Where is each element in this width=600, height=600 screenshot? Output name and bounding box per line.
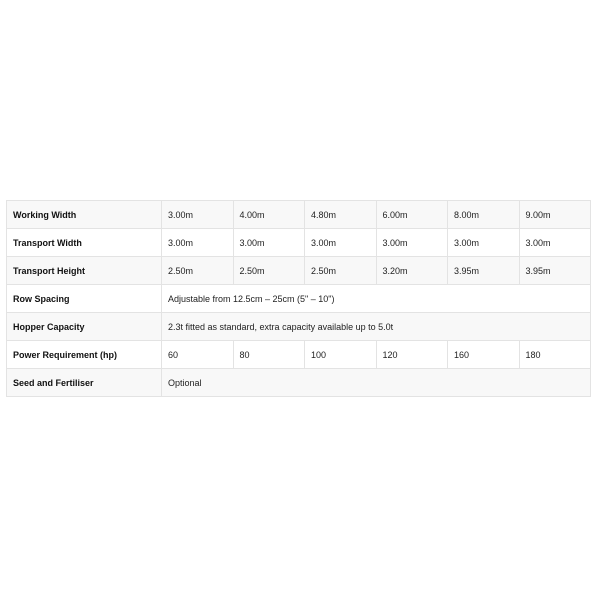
spec-value-cell: 180 — [519, 341, 591, 369]
spec-value-cell: 80 — [233, 341, 305, 369]
spec-row — [7, 201, 591, 229]
spec-row — [7, 313, 591, 341]
spec-value-cell: 160 — [448, 341, 520, 369]
spec-value-cell: 6.00m — [376, 201, 448, 229]
spec-value-cell: 3.00m — [162, 229, 234, 257]
spec-row-label: Seed and Fertiliser — [7, 369, 162, 397]
spec-row — [7, 369, 591, 397]
spec-row-label: Transport Height — [7, 257, 162, 285]
spec-row — [7, 285, 591, 313]
spec-value-cell: 100 — [305, 341, 377, 369]
spec-value-cell-merged: 2.3t fitted as standard, extra capacity available up to 5.0t — [162, 313, 591, 341]
spec-value-cell: 4.00m — [233, 201, 305, 229]
spec-value-cell: 3.00m — [448, 229, 520, 257]
spec-value-cell: 2.50m — [162, 257, 234, 285]
spec-row — [7, 341, 591, 369]
spec-row-label: Hopper Capacity — [7, 313, 162, 341]
spec-value-cell: 3.95m — [519, 257, 591, 285]
spec-value-cell: 3.00m — [519, 229, 591, 257]
spec-row-label: Power Requirement (hp) — [7, 341, 162, 369]
spec-value-cell-merged: Adjustable from 12.5cm – 25cm (5" – 10") — [162, 285, 591, 313]
spec-row-label: Working Width — [7, 201, 162, 229]
spec-row-label: Row Spacing — [7, 285, 162, 313]
spec-value-cell-merged: Optional — [162, 369, 591, 397]
spec-row-label: Transport Width — [7, 229, 162, 257]
spec-value-cell: 4.80m — [305, 201, 377, 229]
spec-value-cell: 3.95m — [448, 257, 520, 285]
spec-value-cell: 3.20m — [376, 257, 448, 285]
spec-value-cell: 3.00m — [162, 201, 234, 229]
spec-value-cell: 2.50m — [305, 257, 377, 285]
spec-value-cell: 8.00m — [448, 201, 520, 229]
spec-value-cell: 3.00m — [233, 229, 305, 257]
spec-value-cell: 120 — [376, 341, 448, 369]
specifications-table — [6, 200, 591, 397]
spec-row — [7, 229, 591, 257]
spec-row — [7, 257, 591, 285]
spec-value-cell: 3.00m — [305, 229, 377, 257]
spec-value-cell: 2.50m — [233, 257, 305, 285]
spec-value-cell: 9.00m — [519, 201, 591, 229]
spec-value-cell: 3.00m — [376, 229, 448, 257]
spec-value-cell: 60 — [162, 341, 234, 369]
